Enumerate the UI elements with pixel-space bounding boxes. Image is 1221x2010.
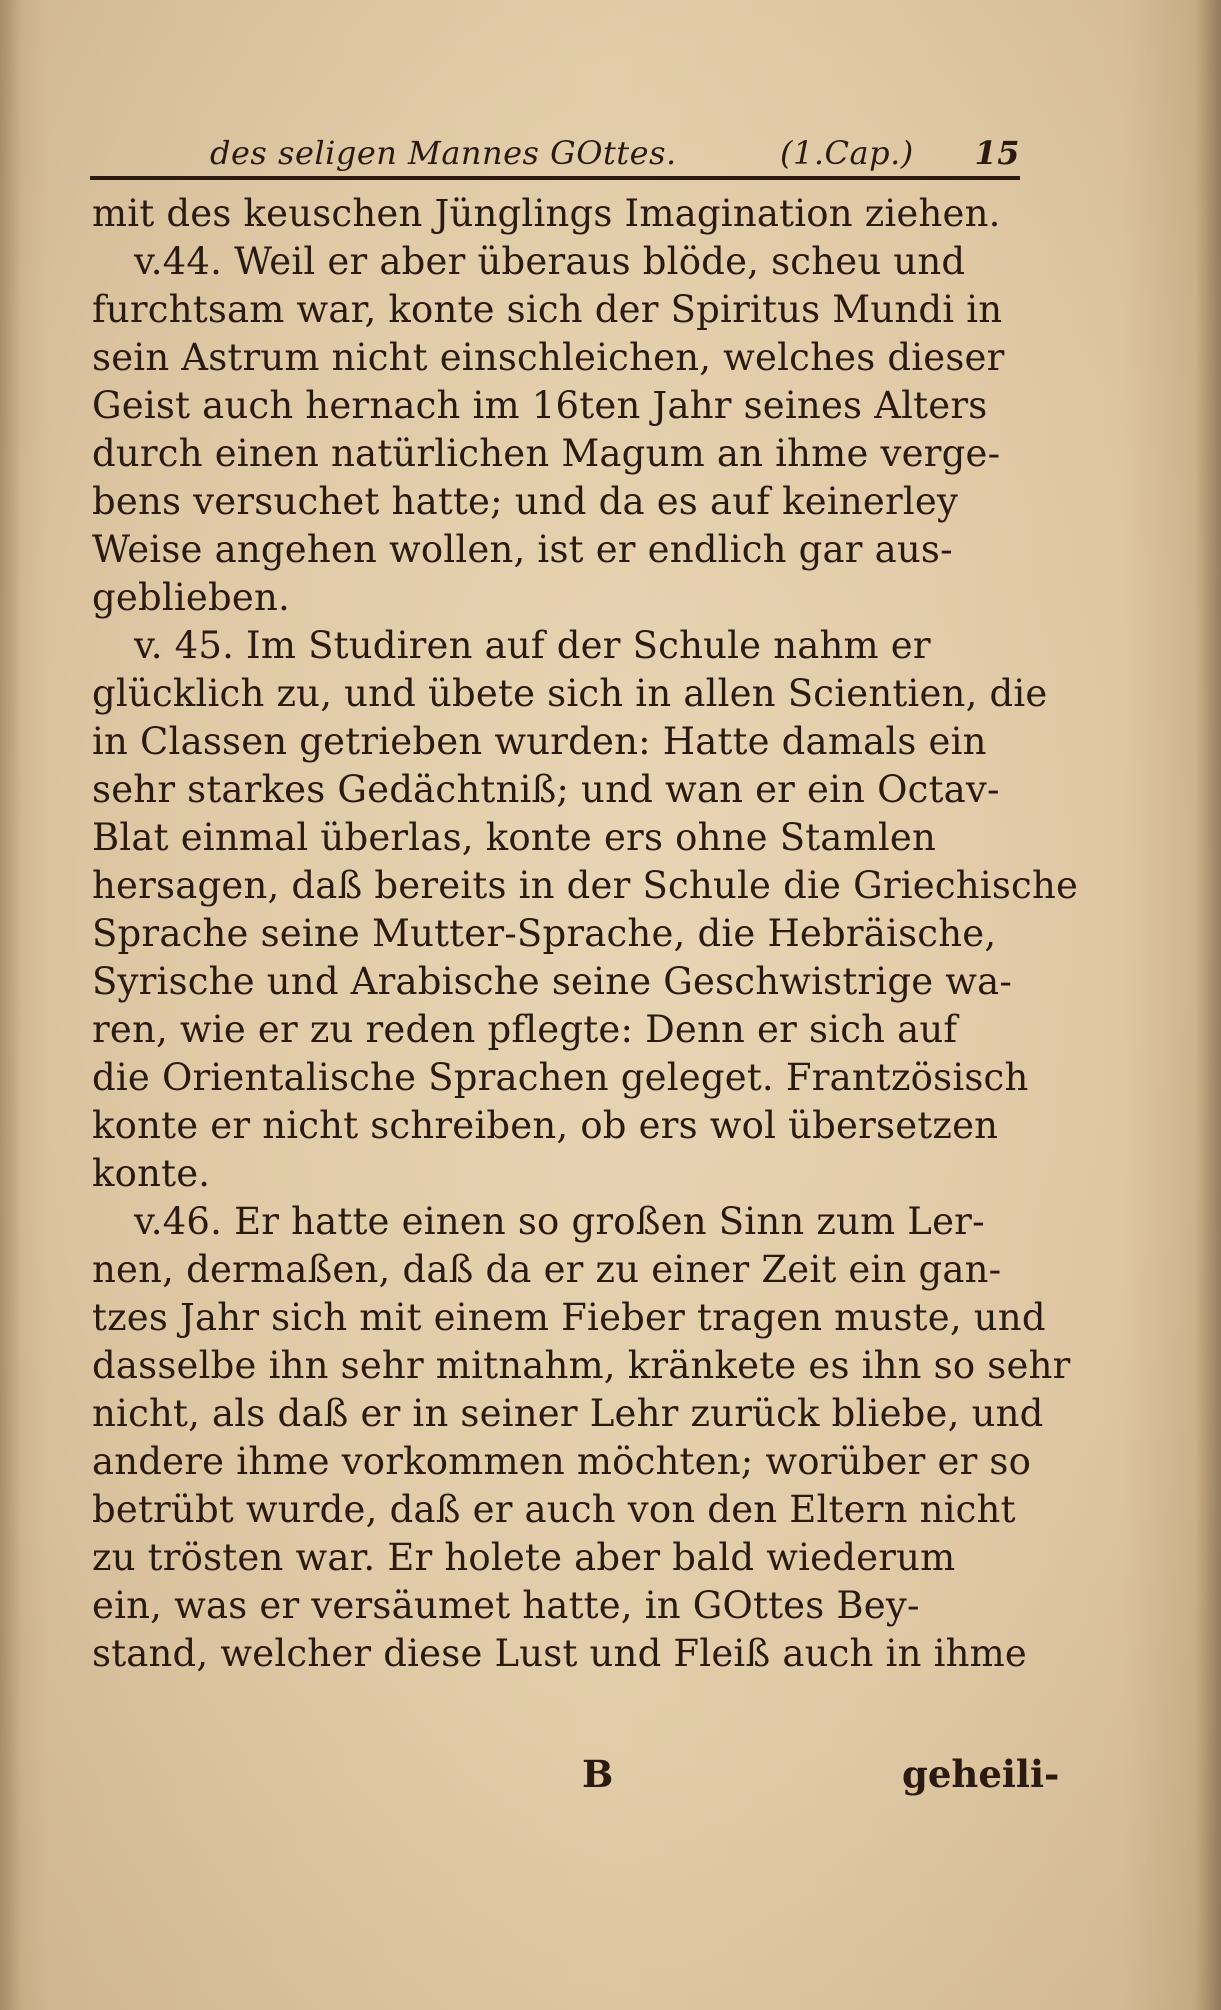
text-line: nicht, als daß er in seiner Lehr zurück bliebe, und [92, 1392, 1044, 1435]
text-line: andere ihme vorkommen möchten; worüber er so [92, 1440, 1032, 1483]
text-line: ein, was er versäumet hatte, in GOttes Bey- [92, 1584, 920, 1627]
text-line: ren, wie er zu reden pflegte: Denn er sich auf [92, 1008, 958, 1051]
text-line: konte. [92, 1152, 211, 1195]
text-line: furchtsam war, konte sich der Spiritus Mundi in [92, 288, 1003, 331]
running-header [210, 130, 1020, 174]
text-line: Syrische und Arabische seine Geschwistrige wa- [92, 960, 1013, 1003]
text-line: nen, dermaßen, daß da er zu einer Zeit ein gan- [92, 1248, 1002, 1291]
text-line: Geist auch hernach im 16ten Jahr seines Alters [92, 384, 988, 427]
text-line: bens versuchet hatte; und da es auf keinerley [92, 480, 959, 523]
text-line: sein Astrum nicht einschleichen, welches dieser [92, 336, 1005, 379]
text-line: geblieben. [92, 576, 291, 619]
text-line: sehr starkes Gedächtniß; und wan er ein Octav- [92, 768, 1000, 811]
text-line: glücklich zu, und übete sich in allen Scientien, die [92, 672, 1048, 715]
page-number: 15 [974, 134, 1020, 172]
text-line: tzes Jahr sich mit einem Fieber tragen muste, und [92, 1296, 1046, 1339]
page-footer [0, 1752, 1221, 1802]
text-line: v.46. Er hatte einen so großen Sinn zum Ler- [134, 1200, 985, 1243]
text-line: Blat einmal überlas, konte ers ohne Stamlen [92, 816, 937, 859]
text-line: konte er nicht schreiben, ob ers wol übersetzen [92, 1104, 999, 1147]
page-edge-shadow [1195, 0, 1221, 2010]
text-line: v. 45. Im Studiren auf der Schule nahm er [134, 624, 931, 667]
text-line: hersagen, daß bereits in der Schule die Griechische [92, 864, 1079, 907]
catchword: geheili- [902, 1752, 1060, 1796]
text-line: Weise angehen wollen, ist er endlich gar aus- [92, 528, 953, 571]
text-line: stand, welcher diese Lust und Fleiß auch in ihme [92, 1632, 1028, 1675]
text-line: in Classen getrieben wurden: Hatte damals ein [92, 720, 987, 763]
text-line: v.44. Weil er aber überaus blöde, scheu und [134, 240, 966, 283]
text-line: dasselbe ihn sehr mitnahm, kränkete es ihn so sehr [92, 1344, 1071, 1387]
text-line: zu trösten war. Er holete aber bald wiederum [92, 1536, 956, 1579]
text-line: Sprache seine Mutter-Sprache, die Hebräische, [92, 912, 997, 955]
running-title: des seligen Mannes GOttes. [210, 134, 677, 172]
text-line: betrübt wurde, daß er auch von den Eltern nicht [92, 1488, 1016, 1531]
text-line: durch einen natürlichen Magum an ihme verge- [92, 432, 1001, 475]
signature-mark: B [582, 1752, 614, 1796]
body-text [92, 190, 1079, 1678]
page-gutter-shadow [0, 0, 22, 2010]
chapter-label: (1.Cap.) [780, 134, 914, 172]
text-line: die Orientalische Sprachen geleget. Frantzösisch [92, 1056, 1029, 1099]
text-line: mit des keuschen Jünglings Imagination ziehen. [92, 192, 1001, 235]
header-rule [90, 176, 1020, 180]
